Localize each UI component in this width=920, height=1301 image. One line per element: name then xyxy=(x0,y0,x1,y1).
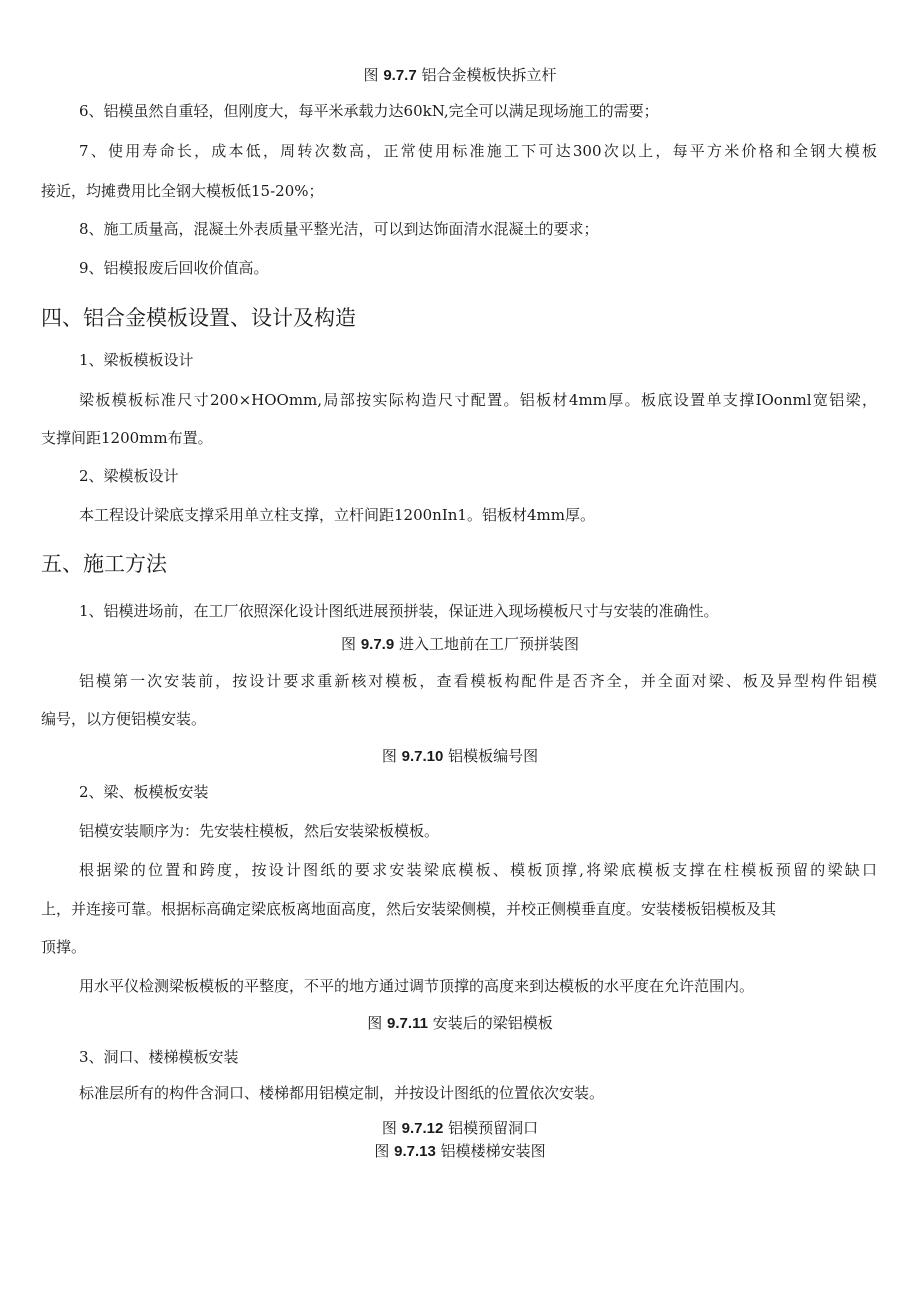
paragraph-beam-slab-line1: 梁板模板标准尺寸200×HOOmm,局部按实际构造尺寸配置。铝板材4mm厚。板底设置单支撑IOonml宽铝梁， xyxy=(79,391,877,409)
section-heading-5: 五、施工方法 xyxy=(41,552,167,576)
figure-caption-9-7-9: 图 9.7.9 进入工地前在工厂预拼装图 xyxy=(341,635,579,653)
subheading-beam-slab-install: 2、梁、板模板安装 xyxy=(79,783,209,801)
list-item-6: 6、铝模虽然自重轻，但刚度大，每平米承载力达60kN,完全可以满足现场施工的需要； xyxy=(79,102,659,120)
paragraph-numbering-line1: 铝模第一次安装前，按设计要求重新核对模板，查看模板构配件是否齐全，并全面对梁、板及异型构件铝模 xyxy=(79,672,877,690)
figure-caption-9-7-7: 图 9.7.7 铝合金模板快拆立杆 xyxy=(363,66,557,84)
figure-caption-9-7-13: 图 9.7.13 铝模楼梯安装图 xyxy=(374,1142,546,1160)
subheading-beam-design: 2、梁模板设计 xyxy=(79,467,179,485)
paragraph-install-line3: 顶撑。 xyxy=(41,938,87,956)
paragraph-install-order: 铝模安装顺序为：先安装柱模板，然后安装梁板模板。 xyxy=(79,822,440,840)
section-heading-4: 四、铝合金模板设置、设计及构造 xyxy=(41,306,356,330)
paragraph-beam-design: 本工程设计梁底支撑采用单立柱支撑，立杆间距1200nIn1。铝板材4mm厚。 xyxy=(79,506,595,524)
paragraph-beam-slab-line2: 支撑间距1200mm布置。 xyxy=(41,429,213,447)
paragraph-level-check: 用水平仪检测梁板模板的平整度，不平的地方通过调节顶撑的高度来到达模板的水平度在允许范围内。 xyxy=(79,977,755,995)
list-item-9: 9、铝模报废后回收价值高。 xyxy=(79,259,269,277)
figure-caption-9-7-12: 图 9.7.12 铝模预留洞口 xyxy=(381,1119,539,1137)
paragraph-numbering-line2: 编号，以方便铝模安装。 xyxy=(41,710,207,728)
paragraph-prefab: 1、铝模进场前，在工厂依照深化设计图纸进展预拼装，保证进入现场模板尺寸与安装的准确性。 xyxy=(79,602,719,620)
paragraph-install-line2: 上，并连接可靠。根据标高确定梁底板离地面高度，然后安装梁侧模，并校正侧模垂直度。安装楼板铝模板及其 xyxy=(41,900,777,918)
paragraph-openings-stairs: 标准层所有的构件含洞口、楼梯都用铝模定制，并按设计图纸的位置依次安装。 xyxy=(79,1084,605,1102)
figure-caption-9-7-10: 图 9.7.10 铝模板编号图 xyxy=(381,747,539,765)
paragraph-install-line1: 根据梁的位置和跨度，按设计图纸的要求安装梁底模板、模板顶撑,将梁底模板支撑在柱模板预留的梁缺口 xyxy=(79,861,877,879)
subheading-openings-stairs: 3、洞口、楼梯模板安装 xyxy=(79,1048,239,1066)
list-item-8: 8、施工质量高，混凝土外表质量平整光洁，可以到达饰面清水混凝土的要求； xyxy=(79,220,599,238)
list-item-7-line2: 接近，均摊费用比全钢大模板低15-20%； xyxy=(41,182,324,200)
figure-caption-9-7-11: 图 9.7.11 安装后的梁铝模板 xyxy=(367,1014,553,1032)
list-item-7-line1: 7、使用寿命长，成本低，周转次数高，正常使用标准施工下可达300次以上，每平方米价格和全钢大模板 xyxy=(79,142,877,160)
subheading-beam-slab-design: 1、梁板模板设计 xyxy=(79,351,194,369)
